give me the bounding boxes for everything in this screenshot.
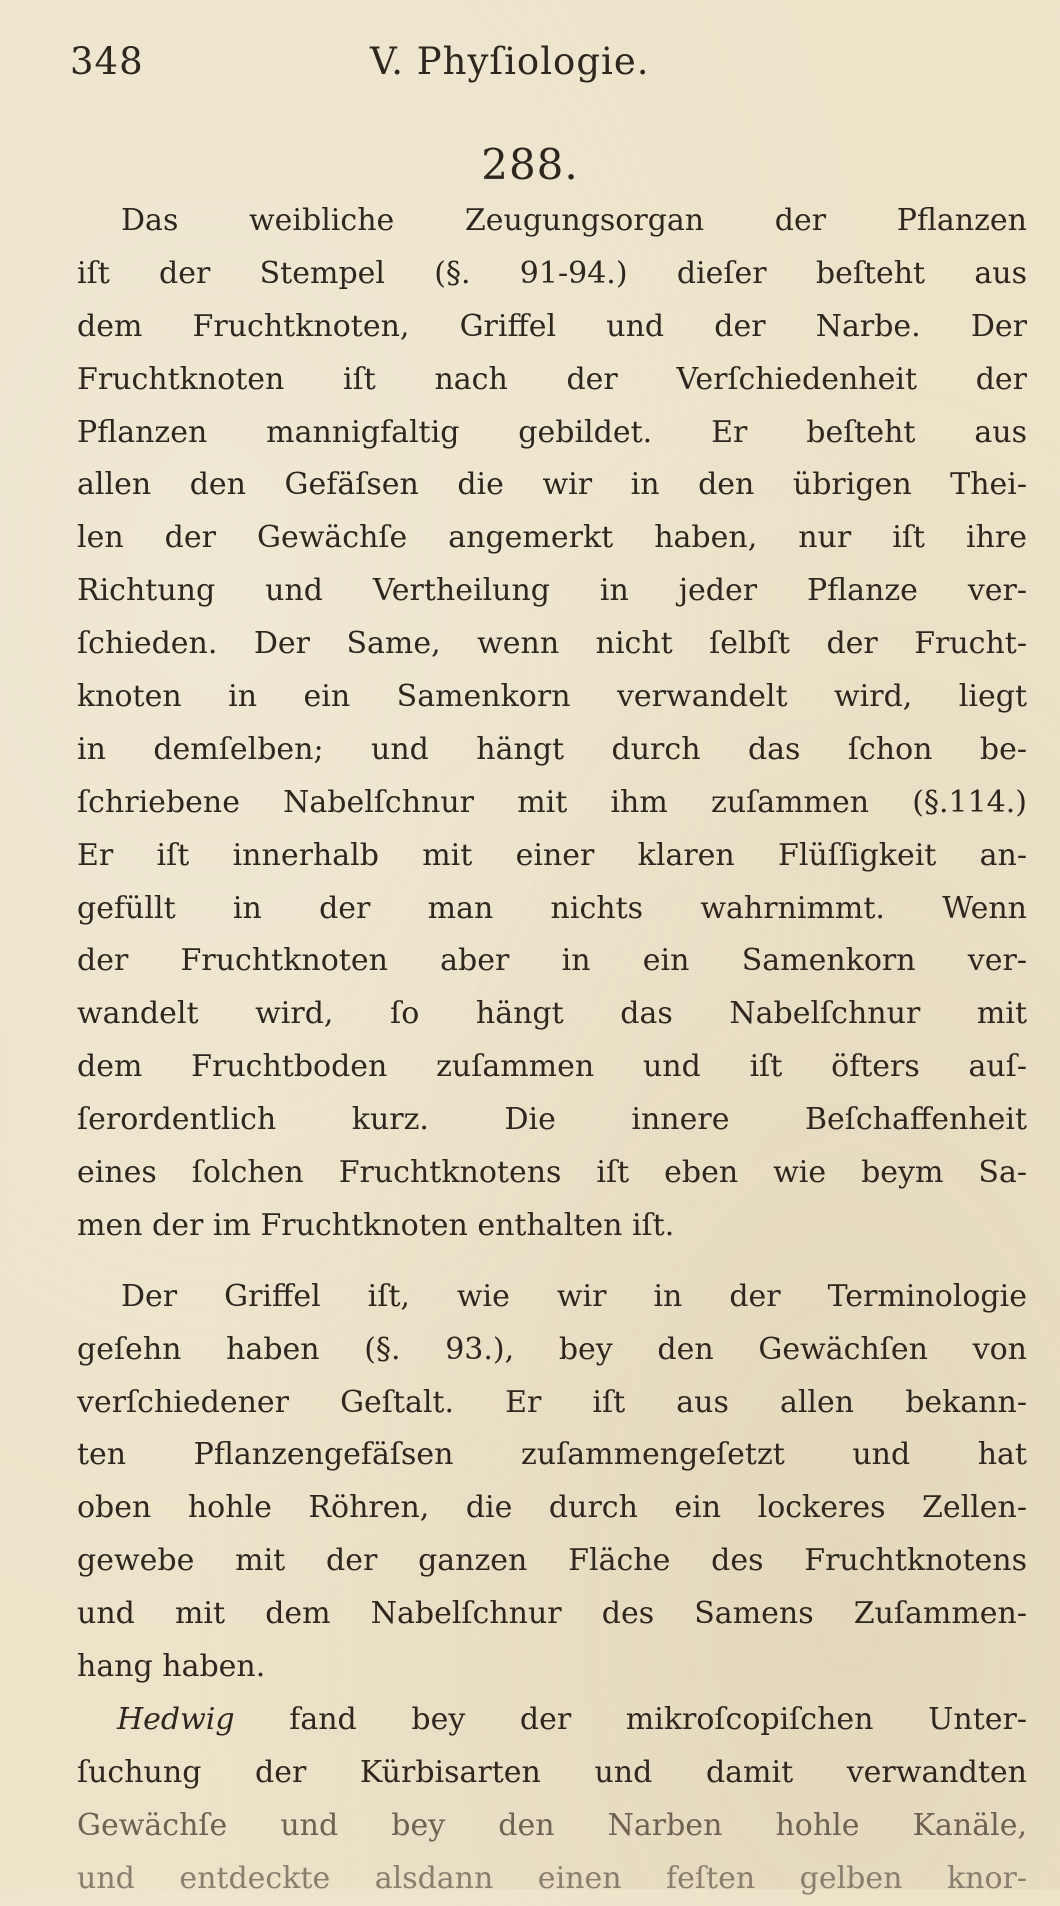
text-line: iſt der Stempel (§. 91-94.) dieſer beſteht aus [77, 255, 1027, 291]
text-line: ſchieden. Der Same, wenn nicht ſelbſt der Frucht- [77, 626, 1027, 662]
text-line: Pflanzen mannigfaltig gebildet. Er beſteht aus [77, 414, 1027, 450]
text-line: dem Fruchtknoten, Griffel und der Narbe. Der [77, 308, 1027, 344]
text-line: ſuchung der Kürbisarten und damit verwandten [77, 1754, 1027, 1790]
text-line: Gewächſe und bey den Narben hohle Kanäle, [77, 1807, 1027, 1843]
text-line: der Fruchtknoten aber in ein Samenkorn ver- [77, 943, 1027, 979]
text-line: knoten in ein Samenkorn verwandelt wird, liegt [77, 679, 1027, 715]
text-line: gefüllt in der man nichts wahrnimmt. Wenn [77, 890, 1027, 926]
text-line: Der Griffel iſt, wie wir in der Terminologie [121, 1278, 1027, 1314]
text-line: dem Fruchtboden zuſammen und iſt öfters auſ- [77, 1049, 1027, 1085]
page-header [70, 40, 990, 100]
running-head: V. Phyſiologie. [370, 40, 650, 83]
text-line: ſerordentlich kurz. Die innere Beſchaffenheit [77, 1102, 1027, 1138]
text-line: gewebe mit der ganzen Fläche des Fruchtknotens [77, 1543, 1027, 1579]
text-line: verſchiedener Geſtalt. Er iſt aus allen bekann- [77, 1384, 1027, 1420]
text-line: geſehn haben (§. 93.), bey den Gewächſen von [77, 1331, 1027, 1367]
paragraph-1 [77, 195, 1027, 1253]
section-number: 288. [481, 140, 579, 189]
paragraph-3 [77, 1694, 1027, 1906]
text-line: eines ſolchen Fruchtknotens iſt eben wie beym Sa- [77, 1155, 1027, 1191]
text-line: Er iſt innerhalb mit einer klaren Flüſſigkeit an- [77, 837, 1027, 873]
text-line: Das weibliche Zeugungsorgan der Pflanzen [121, 203, 1027, 238]
text-line: und entdeckte alsdann einen feſten gelben knor- [77, 1860, 1027, 1896]
text-line: und mit dem Nabelſchnur des Samens Zuſammen- [77, 1596, 1027, 1632]
paragraph-2 [77, 1271, 1027, 1694]
text-line [77, 1694, 1027, 1747]
text-line: Richtung und Vertheilung in jeder Pflanze ver- [77, 573, 1027, 609]
text-line-rest: fand bey der mikroſcopiſchen Unter- [234, 1701, 1027, 1737]
text-line: ten Pflanzengefäſsen zuſammengeſetzt und hat [77, 1437, 1027, 1473]
paragraph-gap [77, 1253, 1027, 1271]
text-line: allen den Gefäſsen die wir in den übrigen Thei- [77, 467, 1027, 503]
body-text [77, 195, 1027, 1906]
page-number: 348 [70, 40, 144, 83]
text-line: Fruchtknoten iſt nach der Verſchiedenheit der [77, 361, 1027, 397]
text-line: men der im Fruchtknoten enthalten iſt. [77, 1207, 675, 1243]
text-line: oben hohle Röhren, die durch ein lockeres Zellen- [77, 1490, 1027, 1526]
text-line: len der Gewächſe angemerkt haben, nur iſt ihre [77, 520, 1027, 556]
text-line: hang haben. [77, 1649, 266, 1685]
text-line: ſchriebene Nabelſchnur mit ihm zuſammen (§.114.) [77, 784, 1027, 820]
text-line: wandelt wird, ſo hängt das Nabelſchnur mit [77, 996, 1027, 1032]
author-name: Hedwig [117, 1701, 235, 1737]
text-line: in demſelben; und hängt durch das ſchon be- [77, 731, 1027, 767]
